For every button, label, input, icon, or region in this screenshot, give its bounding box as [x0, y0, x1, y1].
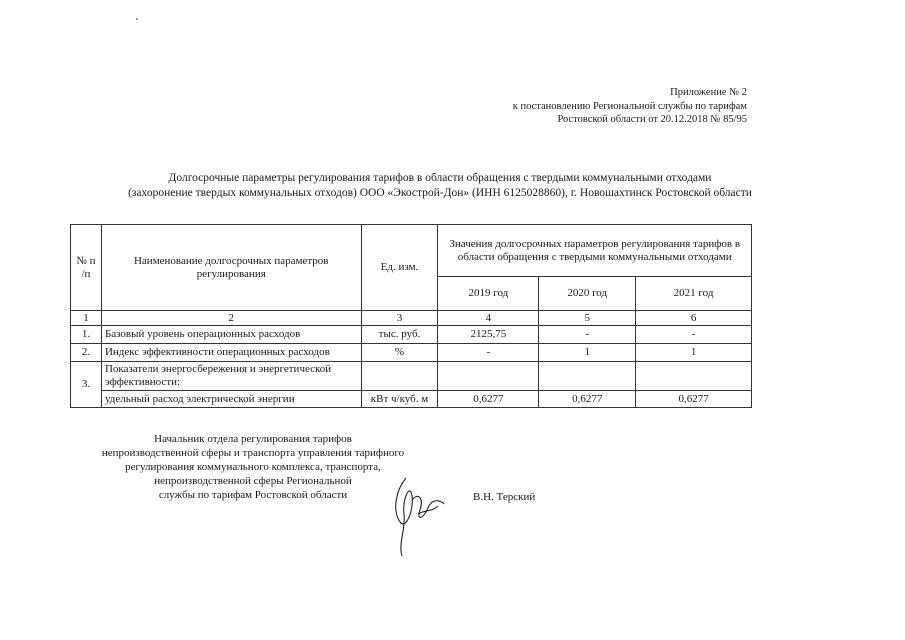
col-number-5: 5 — [539, 311, 636, 326]
col-number-3: 3 — [361, 311, 438, 326]
col-number-2: 2 — [101, 311, 361, 326]
table-row — [71, 362, 752, 391]
row-1-unit: тыс. руб. — [361, 326, 438, 344]
header-row — [71, 225, 752, 277]
row-3-2020-empty — [539, 362, 636, 391]
row-3-name: Показатели энергосбережения и энергетической эффективности: — [101, 362, 361, 391]
row-2-unit: % — [361, 344, 438, 362]
col-number-6: 6 — [636, 311, 752, 326]
table-row — [71, 344, 752, 362]
handwritten-signature — [388, 470, 448, 560]
row-2-2021: 1 — [636, 344, 752, 362]
row-3-num: 3. — [71, 362, 102, 408]
row-2-2020: 1 — [539, 344, 636, 362]
appendix-line-1: Приложение № 2 — [670, 87, 747, 98]
appendix-line-2: к постановлению Региональной службы по тарифам — [512, 100, 747, 112]
title-line-1: Долгосрочные параметры регулирования тарифов в области обращения с твердыми коммунальными отходами — [168, 172, 712, 184]
appendix-line-3: Ростовской области от 20.12.2018 № 85/95 — [557, 114, 747, 125]
row-3-sub-name: удельный расход электрической энергии — [101, 391, 361, 408]
row-3-2019: 0,6277 — [438, 391, 539, 408]
header-name: Наименование долгосрочных параметров регулирования — [101, 225, 361, 311]
signer-name: В.Н. Терский — [473, 491, 536, 503]
row-1-num: 1. — [71, 326, 102, 344]
row-2-name: Индекс эффективности операционных расходов — [101, 344, 361, 362]
row-3-unit: кВт ч/куб. м — [361, 391, 438, 408]
scan-dot — [136, 18, 138, 20]
signatory-position — [88, 432, 418, 502]
row-1-2019: 2125,75 — [438, 326, 539, 344]
row-1-2020: - — [539, 326, 636, 344]
header-year-2019: 2019 год — [438, 277, 539, 311]
header-values: Значения долгосрочных параметров регулирования тарифов в области обращения с твердыми коммунальными отходами — [438, 225, 752, 277]
header-year-2020: 2020 год — [539, 277, 636, 311]
row-1-2021: - — [636, 326, 752, 344]
position-line-4: непроизводственной сферы Региональной — [154, 475, 352, 487]
title-line-2: (захоронение твердых коммунальных отходов) ООО «Экострой-Дон» (ИНН 6125028860), г. Новошахтинск Ростовской области — [128, 187, 752, 199]
row-3-2020: 0,6277 — [539, 391, 636, 408]
header-unit: Ед. изм. — [361, 225, 438, 311]
col-number-4: 4 — [438, 311, 539, 326]
header-num: № п /п — [71, 225, 102, 311]
document-title — [60, 171, 820, 201]
position-line-2: непроизводственной сферы и транспорта управления тарифного — [101, 447, 405, 459]
row-2-2019: - — [438, 344, 539, 362]
appendix-header — [513, 86, 747, 127]
position-line-1: Начальник отдела регулирования тарифов — [154, 433, 352, 445]
column-number-row — [71, 311, 752, 326]
row-3-2021-empty — [636, 362, 752, 391]
header-year-2021: 2021 год — [636, 277, 752, 311]
parameters-table — [70, 224, 752, 408]
row-3-2021: 0,6277 — [636, 391, 752, 408]
col-number-1: 1 — [71, 311, 102, 326]
row-3-unit-empty — [361, 362, 438, 391]
row-1-name: Базовый уровень операционных расходов — [101, 326, 361, 344]
position-line-5: службы по тарифам Ростовской области — [158, 489, 348, 501]
table-row — [71, 391, 752, 408]
position-line-3: регулирования коммунального комплекса, транспорта, — [125, 461, 381, 473]
row-3-2019-empty — [438, 362, 539, 391]
row-2-num: 2. — [71, 344, 102, 362]
table-row — [71, 326, 752, 344]
